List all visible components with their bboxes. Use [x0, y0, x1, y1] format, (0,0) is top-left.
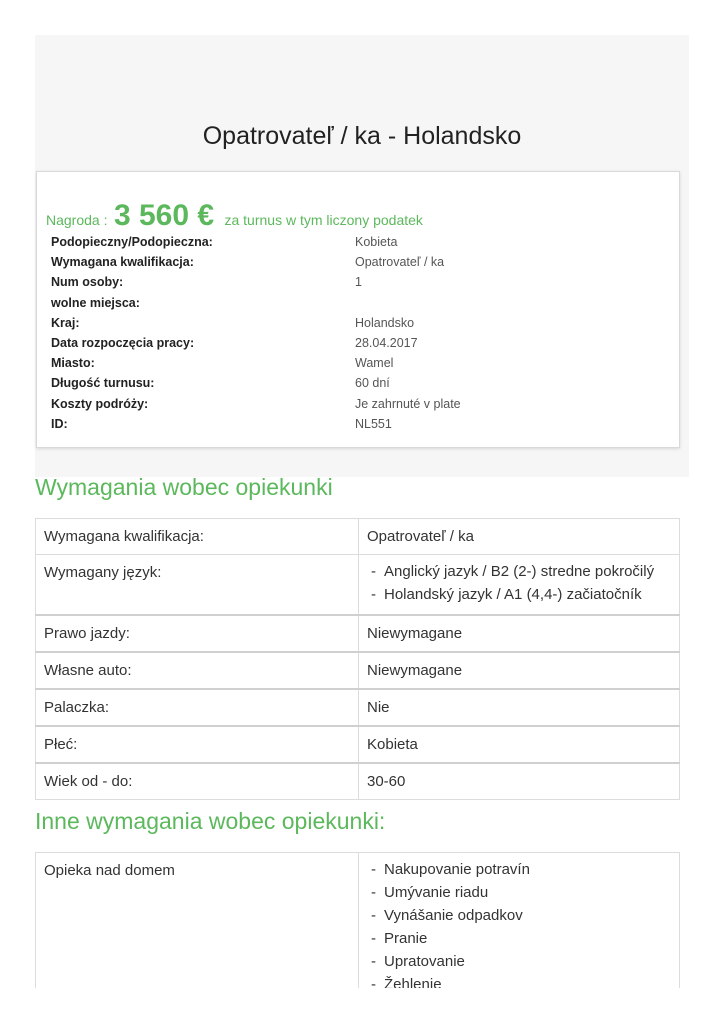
reward-line	[46, 199, 423, 233]
requirement-label: Płeć:	[36, 726, 359, 763]
detail-value: Kobieta	[355, 235, 398, 249]
housework-list	[367, 858, 671, 988]
list-item: - Upratovanie	[367, 950, 671, 973]
requirement-label: Wymagany język:	[36, 555, 359, 616]
detail-label: Miasto:	[51, 356, 95, 371]
other-requirements-table	[35, 852, 680, 988]
table-row	[36, 853, 680, 989]
detail-row-ward	[51, 233, 671, 253]
page-title: Opatrovateľ / ka - Holandsko	[202, 122, 522, 150]
detail-value: Holandsko	[355, 315, 415, 330]
detail-label: Długość turnusu:	[51, 376, 155, 391]
detail-label: wolne miejsca:	[51, 295, 140, 310]
detail-row-duration	[51, 374, 671, 394]
table-row	[36, 615, 680, 652]
table-row	[36, 555, 680, 616]
detail-value: NL551	[355, 416, 392, 431]
detail-label: Koszty podróży:	[51, 396, 149, 411]
reward-amount: 3 560 €	[113, 199, 215, 232]
detail-label: ID:	[51, 416, 68, 431]
requirements-heading: Wymagania wobec opiekunki	[35, 474, 333, 500]
requirements-table	[35, 518, 680, 800]
offer-summary-card	[36, 171, 680, 448]
list-item: - Žehlenie	[367, 973, 671, 988]
detail-value: Je zahrnuté v plate	[355, 396, 461, 411]
list-item: - Pranie	[367, 927, 671, 950]
requirement-value: Kobieta	[359, 726, 680, 763]
detail-value: Opatrovateľ / ka	[355, 255, 445, 270]
detail-value: 60 dní	[355, 376, 390, 391]
list-item: - Nakupovanie potravín	[367, 858, 671, 881]
other-requirements-heading: Inne wymagania wobec opiekunki:	[35, 808, 386, 834]
detail-row-qualification	[51, 253, 671, 273]
list-item: - Vynášanie odpadkov	[367, 904, 671, 927]
detail-row-country	[51, 314, 671, 334]
requirement-value: Opatrovateľ / ka	[359, 519, 680, 555]
requirement-label: Własne auto:	[36, 652, 359, 689]
requirement-label: Wymagana kwalifikacja:	[36, 519, 359, 555]
language-list	[367, 560, 671, 606]
list-item: - Anglický jazyk / B2 (2-) stredne pokročilý	[367, 560, 671, 583]
detail-label: Wymagana kwalifikacja:	[51, 255, 194, 270]
offer-details-list	[51, 233, 671, 435]
table-row	[36, 652, 680, 689]
requirement-value	[359, 853, 680, 989]
requirement-label: Wiek od - do:	[36, 763, 359, 800]
detail-row-id	[51, 415, 671, 435]
requirement-value: Niewymagane	[359, 615, 680, 652]
detail-label: Num osoby:	[51, 275, 124, 290]
list-item: - Holandský jazyk / A1 (4,4-) začiatočník	[367, 583, 671, 606]
detail-row-free-places	[51, 294, 671, 314]
reward-suffix: za turnus w tym liczony podatek	[224, 212, 423, 228]
table-row	[36, 519, 680, 555]
detail-label: Data rozpoczęcia pracy:	[51, 335, 195, 350]
detail-label: Podopieczny/Podopieczna:	[51, 235, 213, 249]
requirement-value	[359, 555, 680, 616]
table-row	[36, 689, 680, 726]
detail-value: 28.04.2017	[355, 335, 418, 350]
requirement-label: Opieka nad domem	[36, 853, 359, 989]
requirement-label: Prawo jazdy:	[36, 615, 359, 652]
detail-row-persons	[51, 273, 671, 293]
requirement-value: 30-60	[359, 763, 680, 800]
table-row	[36, 763, 680, 800]
list-item: - Umývanie riadu	[367, 881, 671, 904]
detail-value: Wamel	[355, 356, 394, 371]
requirement-label: Palaczka:	[36, 689, 359, 726]
requirement-value: Nie	[359, 689, 680, 726]
requirement-value: Niewymagane	[359, 652, 680, 689]
detail-row-start-date	[51, 334, 671, 354]
reward-label: Nagroda :	[46, 212, 108, 228]
detail-value: 1	[355, 275, 362, 290]
other-requirements-container	[35, 852, 680, 988]
detail-row-city	[51, 354, 671, 374]
table-row	[36, 726, 680, 763]
detail-row-travel-costs	[51, 395, 671, 415]
detail-label: Kraj:	[51, 315, 80, 330]
